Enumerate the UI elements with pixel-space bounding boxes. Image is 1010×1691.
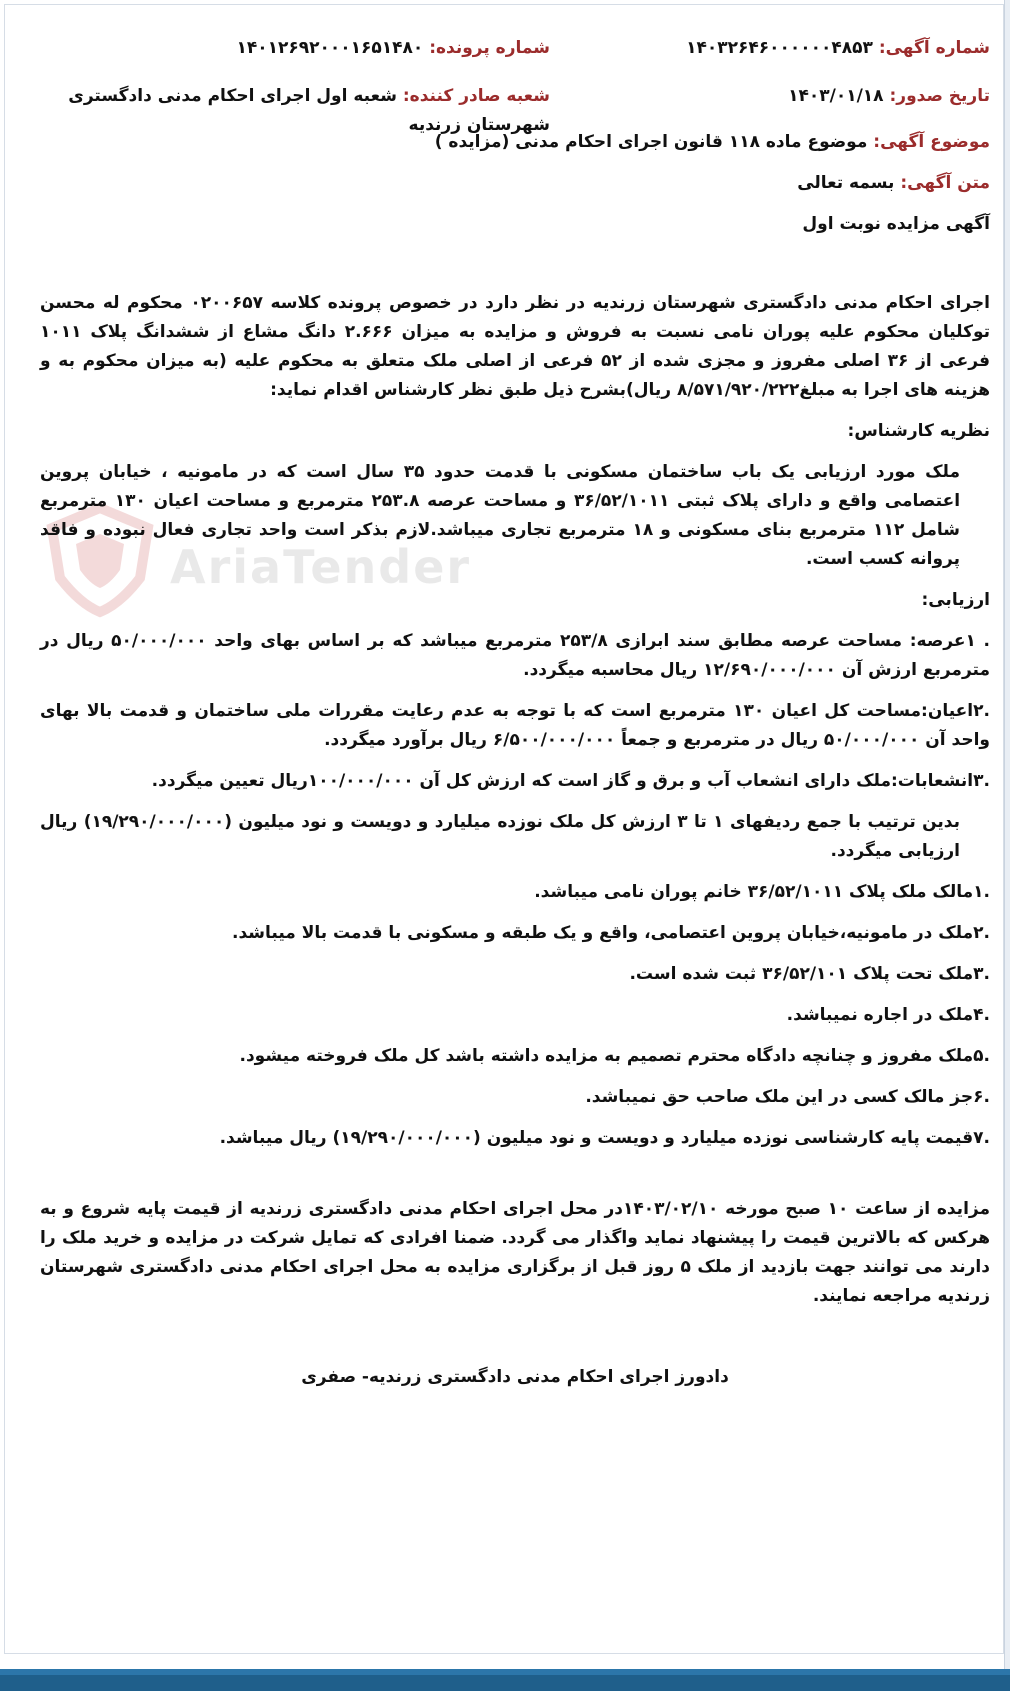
- spacer: [40, 239, 990, 289]
- note-item: .۵ملک مفروز و چنانچه دادگاه محترم تصمیم به مزایده داشته باشد کل ملک فروخته میشود.: [239, 1046, 990, 1066]
- spacer: [40, 1323, 990, 1353]
- valuation-item: . ۱عرصه: مساحت عرصه مطابق سند ابرازی ۲۵۳/۸ مترمربع میباشد که بر اساس بهای واحد ۵۰/۰۰۰/۰۰۰ ریال در مترمربع ارزش آن ۱۲/۶۹۰/۰۰۰/۰۰۰ ریال محاسبه میگردد.: [40, 631, 991, 680]
- bottom-bar: [0, 1669, 1010, 1691]
- total-paragraph: بدین ترتیب با جمع ردیفهای ۱ تا ۳ ارزش کل ملک نوزده میلیارد و دویست و نود میلیون (۱۹/۲۹۰/۰۰۰/۰۰۰) ریال ارزیابی میگردد.: [40, 812, 960, 861]
- note-item: .۳ملک تحت پلاک ۳۶/۵۲/۱۰۱ ثبت شده است.: [629, 964, 990, 984]
- case-number: [236, 34, 550, 63]
- notice-title: آگهی مزایده نوبت اول: [802, 214, 990, 234]
- ad-number-label: شماره آگهی:: [878, 38, 990, 58]
- issue-date: [788, 82, 990, 111]
- valuation-item: .۲اعیان:مساحت کل اعیان ۱۳۰ مترمربع است که با توجه به عدم رعایت مقررات ملی ساختمان و قدمت بالا بهای واحد آن ۵۰/۰۰۰/۰۰۰ ریال در مترمربع و جمعاً ۶/۵۰۰/۰۰۰/۰۰۰ ریال برآورد میگردد.: [40, 701, 990, 750]
- signature: دادورز اجرای احکام مدنی دادگستری زرندیه- صفری: [301, 1367, 729, 1387]
- header-row-1: [40, 28, 990, 76]
- note-item: .۷قیمت پایه کارشناسی نوزده میلیارد و دویست و نود میلیون (۱۹/۲۹۰/۰۰۰/۰۰۰) ریال میباشد.: [219, 1128, 990, 1148]
- ad-number-value: ۱۴۰۳۲۶۴۶۰۰۰۰۰۰۴۸۵۳: [686, 38, 873, 58]
- intro-paragraph: اجرای احکام مدنی دادگستری شهرستان زرندیه در نظر دارد در خصوص پرونده کلاسه ۰۲۰۰۶۵۷ محکوم له محسن توکلیان محکوم علیه پوران نامی نسبت به فروش و مزایده به میزان ۲.۶۶۶ دانگ مشاع از ششدانگ پلاک ۱۰۱۱ فرعی از ۳۶ اصلی مفروز و مجزی شده از ۵۲ فرعی از اصلی ملک متعلق به محکوم علیه (به میزان محکوم به و هزینه های اجرا به مبلغ۸/۵۷۱/۹۲۰/۲۲۲ ریال)بشرح ذیل طبق نظر کارشناس اقدام نماید:: [40, 293, 991, 400]
- note-item: .۲ملک در مامونیه،خیابان پروین اعتصامی، واقع و یک طبقه و مسکونی با قدمت بالا میباشد.: [232, 923, 990, 943]
- issuing-branch-value: شعبه اول اجرای احکام مدنی دادگستری شهرستان زرندیه: [68, 86, 550, 135]
- vertical-scrollbar[interactable]: [1004, 0, 1010, 1670]
- ad-number: [686, 34, 990, 63]
- issue-date-label: تاریخ صدور:: [889, 86, 990, 106]
- subject-label: موضوع آگهی:: [873, 132, 990, 152]
- basmala: بسمه تعالی: [797, 173, 895, 193]
- text-line: [40, 169, 990, 198]
- auction-paragraph: مزایده از ساعت ۱۰ صبح مورخه ۱۴۰۳/۰۲/۱۰در محل اجرای احکام مدنی دادگستری زرندیه از قیمت پایه شروع و به هرکس که بالاترین قیمت را پیشنهاد نماید واگذار می گردد. ضمنا افرادی که تمایل شرکت در مزایده و خرید ملک را دارند می توانند جهت بازدید از ملک ۵ روز قبل از برگزاری مزایده به محل اجرای احکام مدنی دادگستری شهرستان زرندیه مراجعه نمایند.: [40, 1199, 990, 1306]
- header-row-2: [40, 76, 990, 135]
- subject-value: موضوع ماده ۱۱۸ قانون اجرای احکام مدنی (مزایده ): [434, 132, 868, 152]
- notice-document: [40, 28, 990, 1404]
- issuing-branch: [40, 82, 550, 140]
- expert-heading: نظریه کارشناس:: [847, 421, 990, 441]
- bottom-bar-highlight: [0, 1669, 1010, 1675]
- spacer: [40, 1165, 990, 1195]
- expert-paragraph: ملک مورد ارزیابی یک باب ساختمان مسکونی با قدمت حدود ۳۵ سال است که در مامونیه ، خیابان پروین اعتصامی واقع و دارای پلاک ثبتی ۳۶/۵۲/۱۰۱۱ و مساحت عرصه ۲۵۳.۸ مترمربع و مساحت اعیان ۱۳۰ مترمربع شامل ۱۱۲ مترمربع بنای مسکونی و ۱۸ مترمربع تجاری میباشد.لازم بذکر است واحد تجاری فعال نبوده و فاقد پروانه کسب است.: [40, 462, 961, 569]
- note-item: .۱مالک ملک پلاک ۳۶/۵۲/۱۰۱۱ خانم پوران نامی میباشد.: [534, 882, 990, 902]
- note-item: .۶جز مالک کسی در این ملک صاحب حق نمیباشد.: [585, 1087, 990, 1107]
- issue-date-value: ۱۴۰۳/۰۱/۱۸: [788, 86, 884, 106]
- case-number-value: ۱۴۰۱۲۶۹۲۰۰۰۱۶۵۱۴۸۰: [236, 38, 424, 58]
- issuing-branch-label: شعبه صادر کننده:: [402, 86, 550, 106]
- case-number-label: شماره پرونده:: [429, 38, 550, 58]
- note-item: .۴ملک در اجاره نمیباشد.: [786, 1005, 990, 1025]
- valuation-item: .۳انشعابات:ملک دارای انشعاب آب و برق و گاز است که ارزش کل آن ۱۰۰/۰۰۰/۰۰۰ریال تعیین میگردد.: [151, 771, 990, 791]
- valuation-heading: ارزیابی:: [921, 590, 990, 610]
- text-label: متن آگهی:: [900, 173, 990, 193]
